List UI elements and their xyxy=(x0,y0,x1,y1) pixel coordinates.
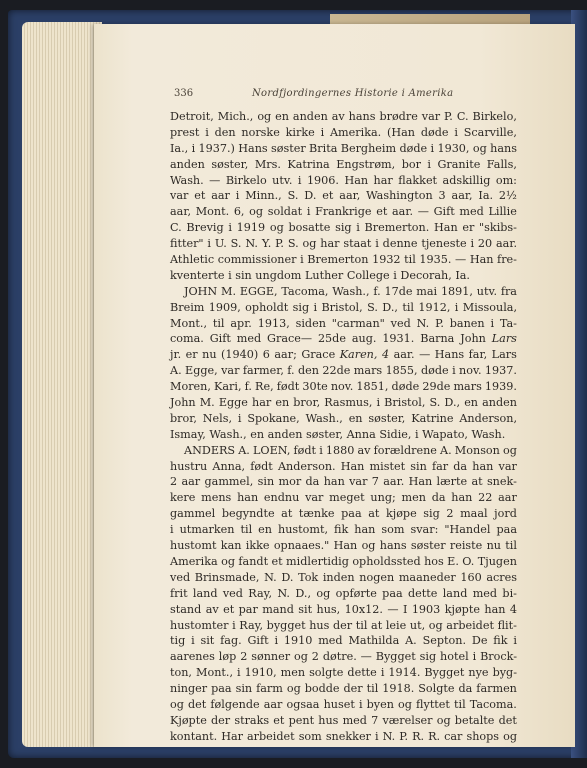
text-line: jr. er nu (1940) 6 aar; Grace Karen, 4 aar. — Hans far, Lars xyxy=(170,348,517,362)
text-line: JOHN M. EGGE, Tacoma, Wash., f. 17de mai 1891, utv. fra xyxy=(184,284,517,298)
text-line: Ismay, Wash., en anden søster, Anna Sidie, i Wapato, Wash. xyxy=(170,427,506,441)
text-line: ton, Mont., i 1910, men solgte dette i 1914. Bygget nye byg- xyxy=(170,666,517,680)
text-line: Wash. — Birkelo utv. i 1906. Han har flakket adskillig om: xyxy=(170,173,517,187)
text-line: Amerika og fandt et midlertidig opholdssted hos E. O. Tjugen xyxy=(170,554,517,568)
text-line: gammel begyndte at tænke paa at kjøpe sig 2 maal jord xyxy=(170,507,517,521)
text-line: Ia., i 1937.) Hans søster Brita Bergheim døde i 1930, og hans xyxy=(170,141,517,155)
text-line: aarenes løp 2 sønner og 2 døtre. — Bygget sig hotel i Brock- xyxy=(170,650,517,664)
text-line: coma. Gift med Grace— 25de aug. 1931. Barna John Lars xyxy=(170,332,517,346)
text-line: frit land ved Ray, N. D., og opførte paa dette land med bi- xyxy=(170,586,517,600)
text-line: Detroit, Mich., og en anden av hans brødre var P. C. Birkelo, xyxy=(170,110,517,123)
text-line: Kjøpte der straks et pent hus med 7 værelser og betalte det xyxy=(170,713,517,727)
text-line: A. Egge, var farmer, f. den 22de mars 1855, døde i nov. 1937. xyxy=(170,364,517,378)
page-edges xyxy=(22,22,102,747)
text-line: aar, Mont. 6, og soldat i Frankrige et aar. — Gift med Lillie xyxy=(170,205,517,219)
text-line: 2 aar gammel, sin mor da han var 7 aar. Han lærte at snek- xyxy=(170,475,517,489)
text-line: Breim 1909, opholdt sig i Bristol, S. D., til 1912, i Missoula, xyxy=(170,300,517,314)
text-line: hustomt kan ikke opnaaes." Han og hans søster reiste nu til xyxy=(170,539,517,553)
page-top-strip xyxy=(330,14,530,24)
body-text xyxy=(170,109,517,745)
text-line: C. Brevig i 1919 og bosatte sig i Bremerton. Han er "skibs- xyxy=(170,221,517,235)
text-line: tig i sit fag. Gift i 1910 med Mathilda A. Septon. De fik i xyxy=(170,634,517,648)
text-line: Mont., til apr. 1913, siden "carman" ved N. P. banen i Ta- xyxy=(170,316,517,330)
text-line: stand av et par mand sit hus, 10x12. — I 1903 kjøpte han 4 xyxy=(170,602,517,616)
text-line: Athletic commissioner i Bremerton 1932 til 1935. — Han fre- xyxy=(170,253,517,267)
text-line: hustomter i Ray, bygget hus der til at leie ut, og arbeidet flit- xyxy=(170,618,517,632)
text-line: og det følgende aar ogsaa huset i byen og flyttet til Tacoma. xyxy=(170,697,517,711)
page-header xyxy=(174,88,514,102)
text-line: var et aar i Minn., S. D. et aar, Washington 3 aar, Ia. 2½ xyxy=(170,189,517,203)
running-title: Nordfjordingernes Historie i Amerika xyxy=(252,88,454,99)
page-number: 336 xyxy=(174,88,194,99)
text-line: i utmarken til en hustomt, fik han som svar: "Handel paa xyxy=(170,523,517,537)
text-line: kere mens han endnu var meget ung; men da han 22 aar xyxy=(170,491,517,505)
text-line: ved Brinsmade, N. D. Tok inden nogen maaneder 160 acres xyxy=(170,570,517,584)
text-line: ninger paa sin farm og bodde der til 1918. Solgte da farmen xyxy=(170,682,517,696)
text-line: bror, Nels, i Spokane, Wash., en søster, Katrine Anderson, xyxy=(170,411,517,425)
text-line: ANDERS A. LOEN, født i 1880 av forældrene A. Monson og xyxy=(184,443,517,457)
text-line: prest i den norske kirke i Amerika. (Han døde i Scarville, xyxy=(170,125,517,139)
text-line: Moren, Kari, f. Re, født 30te nov. 1851, døde 29de mars 1939. xyxy=(170,380,517,394)
text-line: hustru Anna, født Anderson. Han mistet sin far da han var xyxy=(170,459,517,473)
text-line: anden søster, Mrs. Katrina Engstrøm, bor i Granite Falls, xyxy=(170,157,517,171)
text-line: fitter" i U. S. N. Y. P. S. og har staat i denne tjeneste i 20 aar. xyxy=(170,237,517,251)
text-line: kventerte i sin ungdom Luther College i Decorah, Ia. xyxy=(170,268,470,282)
text-line: kontant. Har arbeidet som snekker i N. P. R. R. car shops og xyxy=(170,729,517,743)
text-line: John M. Egge har en bror, Rasmus, i Bristol, S. D., en anden xyxy=(170,396,517,410)
